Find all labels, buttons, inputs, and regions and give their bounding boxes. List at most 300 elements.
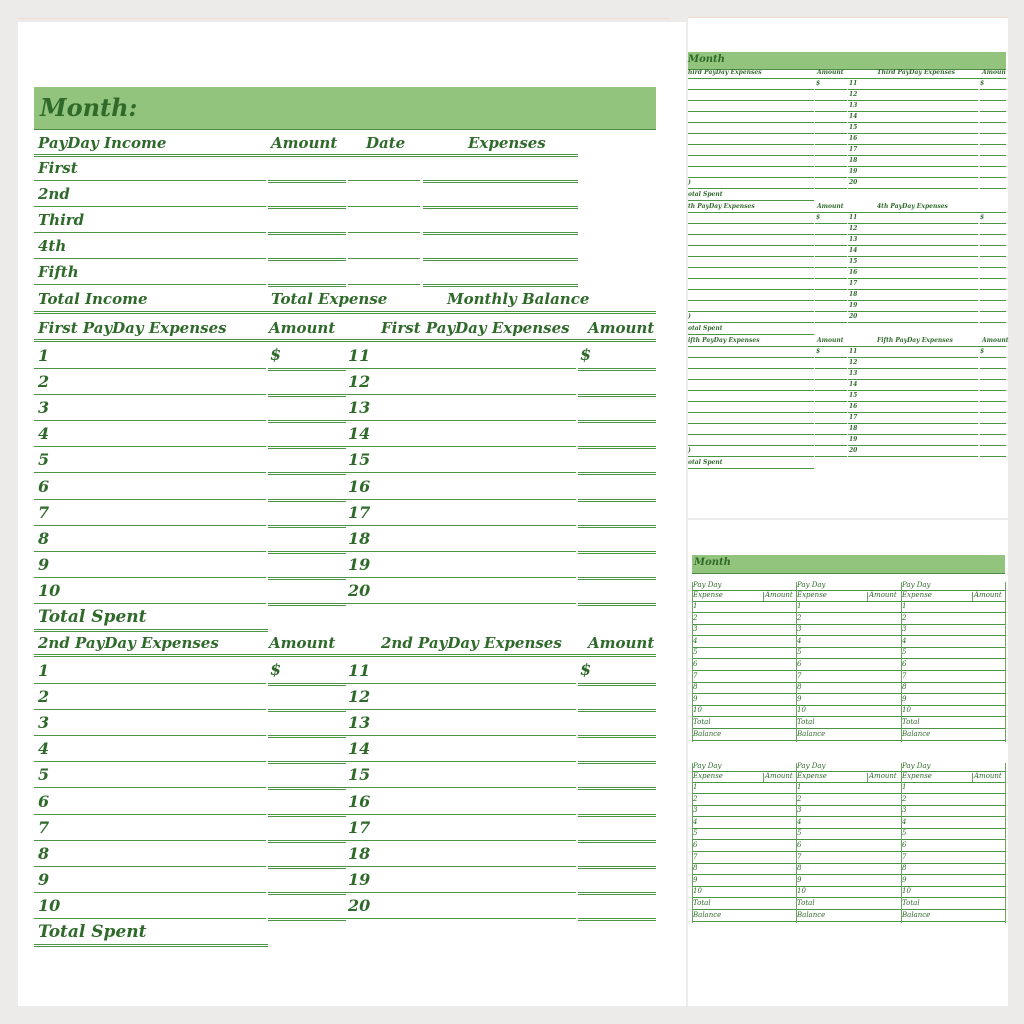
first-section-right-number: 16 xyxy=(348,476,371,496)
p3-row-label: 3 xyxy=(902,625,907,634)
p2-right-amount-cell xyxy=(980,300,1006,301)
p3-amount-label: Amount xyxy=(869,772,897,780)
p2-right-row-rule xyxy=(848,289,978,290)
second-section-right-number: 20 xyxy=(348,895,371,915)
first-section-right-row-rule xyxy=(346,577,576,578)
p2-right-amount-cell xyxy=(980,111,1006,112)
income-row-label: First xyxy=(38,159,78,177)
p3-row-label: 1 xyxy=(797,783,802,791)
first-section-row-number: 9 xyxy=(38,554,50,574)
p3-amount-label: Amount xyxy=(974,591,1002,599)
p3-amount-label: Amount xyxy=(765,772,793,780)
second-section-right-amount-cell xyxy=(578,787,656,790)
p2-number: 19 xyxy=(849,168,858,175)
p3-row-label: 10 xyxy=(902,887,911,896)
income-row-label: Fifth xyxy=(38,263,79,281)
second-page-top-edge xyxy=(688,17,1008,18)
p2-amount-cell xyxy=(815,133,847,134)
p3-row-rule xyxy=(692,805,1005,806)
p2-amount-cell xyxy=(815,122,847,123)
totals-label: Total Expense xyxy=(271,290,388,308)
p3-grid-divider xyxy=(796,763,797,923)
p2-number: 13 xyxy=(849,236,858,243)
p3-row-rule xyxy=(692,612,1005,613)
p2-right-row-rule xyxy=(848,379,978,380)
second-section-total-rule xyxy=(34,944,268,947)
p2-right-row-rule xyxy=(848,223,978,224)
third-page-sheet xyxy=(688,520,1008,1006)
second-section-row-number: 5 xyxy=(38,765,50,785)
p3-header-rule xyxy=(692,601,1005,602)
p2-row-rule xyxy=(688,311,814,312)
p3-row-label: 10 xyxy=(693,706,702,715)
first-section-amount-cell xyxy=(268,499,346,502)
first-section-right-number: 17 xyxy=(348,502,371,522)
p2-number: 20 xyxy=(849,447,858,454)
first-section-right-number: 15 xyxy=(348,450,371,470)
p2-right-row-rule xyxy=(848,256,978,257)
p2-right-row-rule xyxy=(848,267,978,268)
p3-row-label: 2 xyxy=(693,613,698,622)
p2-number: 17 xyxy=(849,146,858,153)
p2-row-rule xyxy=(688,278,814,279)
p2-number: 14 xyxy=(849,247,858,254)
second-page-sheet xyxy=(688,18,1008,518)
p3-expense-label: Expense xyxy=(797,772,827,780)
p3-row-rule xyxy=(692,670,1005,671)
first-section-currency-left: $ xyxy=(270,345,282,364)
first-section-right-amount-cell xyxy=(578,368,656,371)
p3-month-title: Month xyxy=(694,557,731,568)
second-section-right-number: 11 xyxy=(348,661,371,680)
p2-right-amount-cell xyxy=(980,144,1006,145)
p2-row-rule xyxy=(688,234,814,235)
first-section-right-amount-cell xyxy=(578,525,656,528)
income-row-label: 2nd xyxy=(38,185,70,203)
p2-row-rule xyxy=(688,166,814,167)
p2-right-amount-cell xyxy=(980,423,1006,424)
p3-expense-label: Expense xyxy=(693,591,723,599)
income-row-rule xyxy=(34,258,266,259)
p2-amount-cell xyxy=(815,111,847,112)
p2-amount-cell xyxy=(815,289,847,290)
p2-right-amount-cell xyxy=(980,456,1006,457)
p3-row-rule xyxy=(692,816,1005,817)
p2-right-row-rule xyxy=(848,300,978,301)
first-section-right-row-rule xyxy=(346,525,576,526)
second-section-amount-cell xyxy=(268,866,346,869)
second-section-total-spent: Total Spent xyxy=(38,922,147,942)
p3-row-label: Total xyxy=(693,718,711,726)
second-section-row-rule xyxy=(34,892,266,893)
second-section-row-rule xyxy=(34,735,266,736)
first-section-right-amount-cell xyxy=(578,551,656,554)
p2-row-rule xyxy=(688,223,814,224)
p3-row-label: 6 xyxy=(693,660,698,668)
p3-row-label: 6 xyxy=(797,660,802,668)
income-date-cell xyxy=(348,180,420,181)
p3-row-label: 1 xyxy=(902,602,907,610)
p3-col-divider xyxy=(763,773,764,782)
p2-row-rule xyxy=(688,300,814,301)
second-section-right-amount-cell xyxy=(578,840,656,843)
p2-amount-cell xyxy=(815,401,847,402)
p3-row-label: 9 xyxy=(693,694,698,703)
p3-row-label: 8 xyxy=(902,683,907,692)
p2-last-left: ) xyxy=(688,313,691,320)
income-row-rule xyxy=(34,206,266,207)
p2-amount-cell xyxy=(815,223,847,224)
p3-row-label: Balance xyxy=(902,910,931,919)
first-section-right-amount-cell xyxy=(578,420,656,423)
first-section-right-number: 20 xyxy=(348,580,371,600)
second-section-amount-cell xyxy=(268,761,346,764)
p2-right-amount-cell xyxy=(980,133,1006,134)
p3-row-label: 6 xyxy=(693,841,698,849)
second-section-right-amount-cell xyxy=(578,709,656,712)
p3-col-divider xyxy=(972,592,973,601)
first-section-row-number: 7 xyxy=(38,502,50,522)
p2-left-header: th PayDay Expenses xyxy=(688,203,755,210)
p3-row-rule xyxy=(692,874,1005,875)
p2-row-rule xyxy=(688,456,814,457)
income-amount-cell xyxy=(268,180,346,183)
p2-amount-cell xyxy=(815,390,847,391)
second-section-amount-cell xyxy=(268,683,346,686)
p2-number: 13 xyxy=(849,102,858,109)
p2-right-row-rule xyxy=(848,144,978,145)
first-section-right-number: 19 xyxy=(348,554,371,574)
p2-right-row-rule xyxy=(848,445,978,446)
p3-row-label: 3 xyxy=(693,806,698,815)
second-section-right-row-rule xyxy=(346,918,576,919)
first-section-currency-right: $ xyxy=(580,345,592,364)
p2-currency-right: $ xyxy=(980,80,985,87)
p3-row-rule xyxy=(692,897,1005,898)
p3-row-label: 5 xyxy=(797,829,802,838)
second-section-row-number: 9 xyxy=(38,869,50,889)
p3-row-label: 4 xyxy=(797,817,802,826)
p2-right-amount-cell xyxy=(980,379,1006,380)
p2-right-amount-cell xyxy=(980,267,1006,268)
totals-rule xyxy=(34,311,656,314)
p3-row-label: 10 xyxy=(797,706,806,715)
p2-number: 11 xyxy=(849,348,858,355)
p3-row-label: 5 xyxy=(693,648,698,657)
p3-row-label: 2 xyxy=(693,794,698,803)
income-amount-cell xyxy=(268,284,346,287)
first-section-row-number: 8 xyxy=(38,528,50,548)
first-section-row-number: 6 xyxy=(38,476,50,496)
p3-row-label: Total xyxy=(797,718,815,726)
p2-number: 15 xyxy=(849,124,858,131)
p3-row-label: 5 xyxy=(902,648,907,657)
p2-right-row-rule xyxy=(848,133,978,134)
p3-row-label: 2 xyxy=(902,613,907,622)
first-section-right-row-rule xyxy=(346,420,576,421)
p2-number: 18 xyxy=(849,157,858,164)
income-row-label: Third xyxy=(38,211,85,229)
first-section-right-amount-cell xyxy=(578,472,656,475)
p2-number: 18 xyxy=(849,425,858,432)
income-row-rule xyxy=(34,284,266,285)
first-section-left-header: First PayDay Expenses xyxy=(38,319,227,337)
p2-right-amount: Amoun xyxy=(982,69,1006,76)
second-section-right-amount: Amount xyxy=(588,634,655,652)
p2-right-amount-cell xyxy=(980,390,1006,391)
second-section-right-number: 12 xyxy=(348,687,371,707)
p2-amount-cell xyxy=(815,166,847,167)
p3-expense-label: Expense xyxy=(693,772,723,780)
p3-row-label: 1 xyxy=(693,783,698,791)
p3-payday-label: Pay Day xyxy=(902,762,931,770)
p3-row-rule xyxy=(692,839,1005,840)
second-section-amount-cell xyxy=(268,840,346,843)
p3-row-label: Total xyxy=(797,899,815,907)
p2-row-rule xyxy=(688,267,814,268)
p2-amount-cell xyxy=(815,412,847,413)
p3-row-label: 3 xyxy=(797,625,802,634)
first-section-amount-cell xyxy=(268,420,346,423)
p3-row-label: Balance xyxy=(902,729,931,738)
second-section-right-number: 19 xyxy=(348,869,371,889)
second-section-amount-cell xyxy=(268,787,346,790)
p2-right-row-rule xyxy=(848,357,978,358)
p3-grid-divider xyxy=(1005,582,1006,742)
first-section-row-number: 2 xyxy=(38,372,50,392)
second-section-row-number: 8 xyxy=(38,843,50,863)
p3-grid-divider xyxy=(692,582,693,742)
p3-row-label: 9 xyxy=(902,875,907,884)
p3-row-label: Balance xyxy=(797,910,826,919)
p2-right-amount-cell xyxy=(980,445,1006,446)
income-amount-cell xyxy=(268,206,346,209)
second-section-row-rule xyxy=(34,866,266,867)
p2-right-row-rule xyxy=(848,401,978,402)
p2-number: 16 xyxy=(849,135,858,142)
p3-payday-label: Pay Day xyxy=(693,581,722,589)
p2-header-rule xyxy=(688,78,1006,79)
p2-header-rule xyxy=(688,212,1006,213)
p3-row-label: Balance xyxy=(693,729,722,738)
income-date-cell xyxy=(348,206,420,207)
p2-row-rule xyxy=(688,89,814,90)
p2-last-left: ) xyxy=(688,179,691,186)
p2-right-amount: Amount xyxy=(982,337,1009,344)
p3-row-label: 7 xyxy=(693,671,698,680)
second-section-right-number: 16 xyxy=(348,791,371,811)
p2-currency: $ xyxy=(816,348,821,355)
p2-currency: $ xyxy=(816,80,821,87)
p2-right-amount-cell xyxy=(980,122,1006,123)
p2-number: 17 xyxy=(849,280,858,287)
first-section-right-row-rule xyxy=(346,446,576,447)
p3-row-rule xyxy=(692,886,1005,887)
income-expense-cell xyxy=(423,232,578,235)
p2-amount-cell xyxy=(815,89,847,90)
p2-right-row-rule xyxy=(848,188,978,189)
p2-row-rule xyxy=(688,144,814,145)
second-section-right-row-rule xyxy=(346,892,576,893)
second-section-right-row-rule xyxy=(346,761,576,762)
second-section-right-number: 17 xyxy=(348,817,371,837)
p2-right-amount-cell xyxy=(980,89,1006,90)
p2-total-spent: otal Spent xyxy=(688,459,723,466)
p3-month-band xyxy=(692,555,1005,574)
p3-grid-divider xyxy=(796,582,797,742)
p2-number: 12 xyxy=(849,359,858,366)
p3-row-rule xyxy=(692,740,1005,741)
p2-amount-cell xyxy=(815,368,847,369)
p3-row-label: 10 xyxy=(902,706,911,715)
income-header: Date xyxy=(366,134,406,152)
p3-payday-label: Pay Day xyxy=(693,762,722,770)
p2-row-rule xyxy=(688,412,814,413)
p2-right-amount-cell xyxy=(980,434,1006,435)
income-expense-cell xyxy=(423,206,578,209)
p2-row-rule xyxy=(688,100,814,101)
p2-right-amount-cell xyxy=(980,256,1006,257)
first-section-row-number: 4 xyxy=(38,424,50,444)
p3-row-label: 9 xyxy=(797,875,802,884)
p3-row-label: 10 xyxy=(797,887,806,896)
p2-right-row-rule xyxy=(848,234,978,235)
p3-row-label: Total xyxy=(693,899,711,907)
p2-header-rule xyxy=(688,346,1006,347)
p2-number: 17 xyxy=(849,414,858,421)
income-expense-cell xyxy=(423,258,578,261)
p3-row-label: 1 xyxy=(902,783,907,791)
first-section-right-row-rule xyxy=(346,368,576,369)
p2-right-row-rule xyxy=(848,245,978,246)
p2-right-row-rule xyxy=(848,122,978,123)
p3-row-label: 8 xyxy=(797,683,802,692)
p2-right-amount-cell xyxy=(980,368,1006,369)
p2-month-title: Month xyxy=(688,54,725,65)
first-section-row-rule xyxy=(34,420,266,421)
p2-right-amount-cell xyxy=(980,223,1006,224)
p3-row-label: 6 xyxy=(797,841,802,849)
second-section-row-rule xyxy=(34,787,266,788)
second-section-row-rule xyxy=(34,709,266,710)
first-section-right-amount-cell xyxy=(578,499,656,502)
p2-number: 20 xyxy=(849,179,858,186)
first-section-left-amount: Amount xyxy=(269,319,336,337)
p3-row-rule xyxy=(692,682,1005,683)
first-section-amount-cell xyxy=(268,446,346,449)
p2-row-rule xyxy=(688,133,814,134)
p3-row-label: 5 xyxy=(902,829,907,838)
second-section-row-number: 10 xyxy=(38,895,61,915)
p3-row-rule xyxy=(692,705,1005,706)
p2-row-rule xyxy=(688,188,814,189)
first-section-amount-cell xyxy=(268,577,346,580)
first-section-right-row-rule xyxy=(346,603,576,604)
first-section-right-amount-cell xyxy=(578,603,656,606)
p2-right-row-rule xyxy=(848,155,978,156)
p3-row-label: 6 xyxy=(902,660,907,668)
first-section-right-row-rule xyxy=(346,551,576,552)
p3-row-label: 2 xyxy=(797,613,802,622)
p2-right-row-rule xyxy=(848,368,978,369)
p2-right-row-rule xyxy=(848,177,978,178)
second-section-row-number: 7 xyxy=(38,817,50,837)
first-section-right-number: 13 xyxy=(348,398,371,418)
p3-row-label: 8 xyxy=(902,864,907,873)
p2-right-row-rule xyxy=(848,89,978,90)
p2-number: 14 xyxy=(849,113,858,120)
p3-row-label: 10 xyxy=(693,887,702,896)
p2-right-amount-cell xyxy=(980,322,1006,323)
p3-row-label: 4 xyxy=(693,636,698,645)
p3-grid-divider xyxy=(901,763,902,923)
p2-row-rule xyxy=(688,289,814,290)
p2-amount-cell xyxy=(815,144,847,145)
p3-row-label: 4 xyxy=(902,817,907,826)
p2-right-amount-cell xyxy=(980,289,1006,290)
p3-row-rule xyxy=(692,828,1005,829)
p2-currency-right: $ xyxy=(980,214,985,221)
p2-number: 13 xyxy=(849,370,858,377)
p2-right-amount-cell xyxy=(980,311,1006,312)
second-section-right-number: 18 xyxy=(348,843,371,863)
p3-row-label: 7 xyxy=(693,852,698,861)
p3-row-rule xyxy=(692,728,1005,729)
p2-amount-cell xyxy=(815,256,847,257)
second-section-right-header: 2nd PayDay Expenses xyxy=(381,634,562,652)
p2-number: 12 xyxy=(849,225,858,232)
first-section-row-rule xyxy=(34,394,266,395)
p2-total-spent: otal Spent xyxy=(688,325,723,332)
second-section-right-row-rule xyxy=(346,787,576,788)
p3-grid-divider xyxy=(1005,763,1006,923)
p3-payday-label: Pay Day xyxy=(902,581,931,589)
second-section-right-number: 15 xyxy=(348,765,371,785)
second-section-right-row-rule xyxy=(346,866,576,867)
p2-left-header: hird PayDay Expenses xyxy=(688,69,762,76)
p2-amount-cell xyxy=(815,445,847,446)
p2-amount-cell xyxy=(815,379,847,380)
p2-amount-cell xyxy=(815,267,847,268)
first-section-right-number: 11 xyxy=(348,346,371,365)
p2-right-amount-cell xyxy=(980,188,1006,189)
income-date-cell xyxy=(348,258,420,259)
p2-right-amount-cell xyxy=(980,412,1006,413)
p3-row-label: Balance xyxy=(693,910,722,919)
second-section-row-rule xyxy=(34,761,266,762)
p3-amount-label: Amount xyxy=(974,772,1002,780)
p2-right-amount-cell xyxy=(980,245,1006,246)
first-section-row-rule xyxy=(34,577,266,578)
second-section-amount-cell xyxy=(268,918,346,921)
totals-label: Monthly Balance xyxy=(447,290,590,308)
p3-row-label: 1 xyxy=(797,602,802,610)
first-section-total-spent: Total Spent xyxy=(38,607,147,627)
p3-row-rule xyxy=(692,921,1005,922)
second-section-left-header: 2nd PayDay Expenses xyxy=(38,634,219,652)
p2-row-rule xyxy=(688,111,814,112)
p3-row-label: 7 xyxy=(902,671,907,680)
second-section-right-row-rule xyxy=(346,683,576,684)
p2-right-row-rule xyxy=(848,111,978,112)
p3-row-label: 3 xyxy=(797,806,802,815)
first-section-row-rule xyxy=(34,368,266,369)
income-date-cell xyxy=(348,284,420,285)
p2-row-rule xyxy=(688,122,814,123)
p3-col-divider xyxy=(972,773,973,782)
p2-amount-cell xyxy=(815,357,847,358)
income-date-cell xyxy=(348,232,420,233)
